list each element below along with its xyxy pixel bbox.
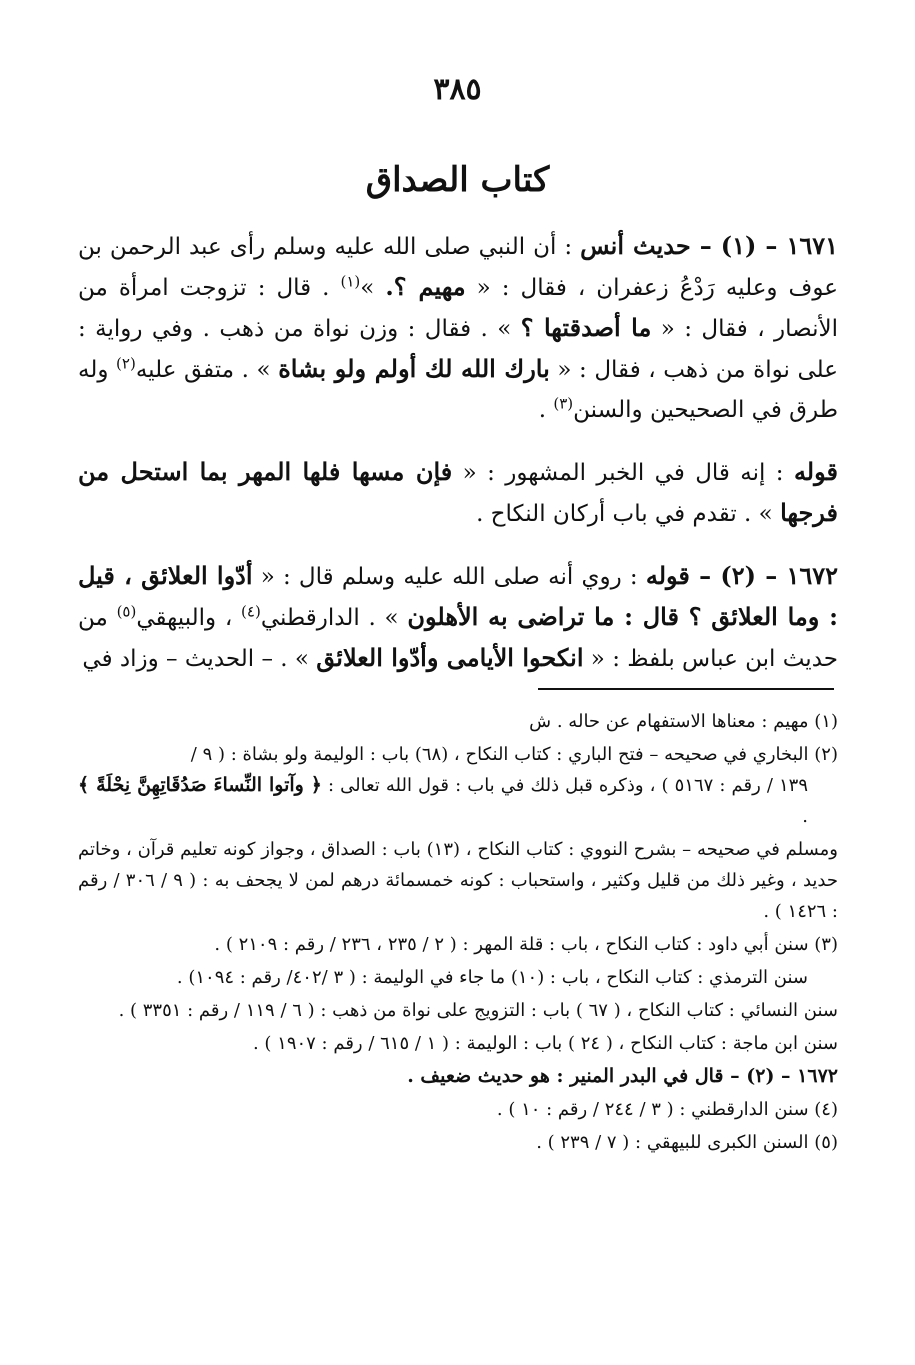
footnote-3-ibn-majah: سنن ابن ماجة : كتاب النكاح ، ( ٢٤ ) باب : الوليمة : ( ١ / ٦١٥ / رقم : ١٩٠٧ ) . [252, 1033, 838, 1054]
body-text: : إنه قال في الخبر المشهور : « [452, 460, 794, 486]
commentary-paragraph [78, 452, 838, 534]
footnote-ref: (٥) [116, 602, 137, 621]
footnote-2-line: (٢) البخاري في صحيحه – فتح الباري : كتاب النكاح ، (٦٨) باب : الوليمة ولو بشاة : ( ٩ / [190, 744, 838, 765]
chapter-title: كتاب الصداق [365, 160, 550, 200]
body-text: » . الدارقطني [260, 605, 408, 631]
footnote-ref: (٣) [553, 394, 574, 413]
body-text: » . فقال : وزن نواة من ذهب . وفي رواية : على نواة من ذهب ، فقال : « [78, 316, 838, 383]
body-text: » . تقدم في باب أركان النكاح . [476, 501, 781, 527]
quoted-hadith: مهيم ؟. [385, 272, 466, 301]
body-text: » . – الحديث – وزاد في [82, 646, 317, 672]
body-text: . [538, 397, 554, 423]
hadith-paragraph-1672 [78, 556, 838, 679]
footnote-3-tirmidhi [78, 962, 838, 993]
body-text: ، والبيهقي [136, 605, 242, 631]
body-text: . قال : تزوجت امرأة من الأنصار ، فقال : « [78, 275, 839, 342]
body-text: : روي أنه صلى الله عليه وسلم قال : « [252, 564, 646, 590]
footnote-ref: (٢) [116, 354, 136, 373]
footnote-3-nasai: سنن النسائي : كتاب النكاح ، ( ٦٧ ) باب : التزويج على نواة من ذهب : ( ٦ / ١١٩ / رقم : ٣٣٥١ ) . [118, 1000, 838, 1021]
body-text: من حديث ابن عباس بلفظ : « [78, 605, 838, 672]
body-text: وله طرق في الصحيحين والسنن [78, 357, 838, 423]
page-number: ٣٨٥ [433, 72, 482, 107]
footnotes [78, 706, 838, 1160]
commentary-heading: قوله [793, 457, 838, 486]
hadith-paragraph-1671 [78, 226, 838, 430]
main-text [78, 226, 838, 701]
footnote-2-text: ١٣٩ / رقم : ٥١٦٧ ) ، وذكره قبل ذلك في باب : قول الله تعالى : [321, 775, 809, 796]
quran-verse: ﴿ وآتوا النِّساءَ صَدُقَاتِهِنَّ نِحْلَةً ﴾ [78, 774, 322, 796]
footnote-2-end: . [802, 806, 808, 827]
footnote-2-continuation [78, 770, 838, 832]
quoted-hadith: بارك الله لك أولم ولو بشاة [278, 354, 550, 383]
footnote-3-tirmidhi-text: سنن الترمذي : كتاب النكاح ، باب : (١٠) ما جاء في الوليمة : ( ٣ /٤٠٢/ رقم : ١٠٩٤) . [176, 967, 808, 988]
footnote-3-abu-dawud: (٣) سنن أبي داود : كتاب النكاح ، باب : قلة المهر : ( ٢ / ٢٣٥ ، ٢٣٦ / رقم : ٢١٠٩ ) . [214, 934, 838, 955]
footnote-2 [78, 739, 838, 832]
footnote-ref: (١) [340, 272, 361, 291]
hadith-number-heading: ١٦٧١ – (١) – حديث أنس [580, 231, 838, 260]
quoted-hadith: ما أصدقتها ؟ [520, 313, 652, 342]
footnote-4: (٤) سنن الدارقطني : ( ٣ / ٢٤٤ / رقم : ١٠ ) . [496, 1099, 838, 1120]
quoted-hadith: انكحوا الأيامى وأدّوا العلائق [316, 643, 584, 672]
body-text: » . متفق عليه [135, 357, 279, 383]
footnote-3-badr-munir [78, 1061, 838, 1092]
footnote-3-badr-munir-text: ١٦٧٢ – (٢) – قال في البدر المنير : هو حديث ضعيف . [407, 1065, 838, 1087]
footnote-1: (١) مهيم : معناها الاستفهام عن حاله . ش [529, 711, 838, 732]
body-text: : أن النبي صلى الله عليه وسلم رأى عبد الرحمن بن عوف وعليه رَدْعُ زعفران ، فقال : « [78, 234, 838, 301]
quoted-hadith: أدّوا العلائق ، قيل : وما العلائق ؟ قال : ما تراضى به الأهلون [78, 561, 839, 631]
quoted-hadith: فإن مسها فلها المهر بما استحل من فرجها [78, 457, 838, 527]
footnote-separator [538, 688, 834, 690]
footnote-ref: (٤) [241, 602, 261, 621]
footnote-2-muslim: ومسلم في صحيحه – بشرح النووي : كتاب النكاح ، (١٣) باب : الصداق ، وجواز كونه تعليم قرآن ، وخاتم حديد ، وغير ذلك من قليل وكثير ، واستحباب : كونه خمسمائة درهم لمن لا يجحف به : ( ٩ / ٣٠٦ / رقم : ١٤٢٦ ) . [78, 839, 838, 922]
hadith-number-heading: ١٦٧٢ – (٢) – قوله [645, 561, 838, 590]
body-text: » [360, 275, 386, 301]
footnote-5: (٥) السنن الكبرى للبيهقي : ( ٧ / ٢٣٩ ) . [536, 1132, 838, 1153]
